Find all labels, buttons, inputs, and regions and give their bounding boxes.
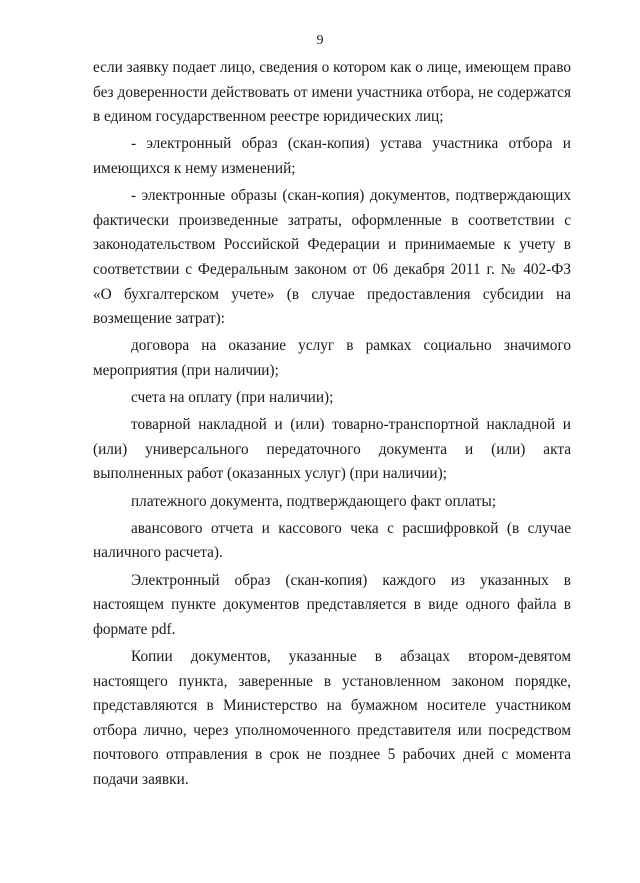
page-number: 9 <box>316 33 324 48</box>
paragraph-1: если заявку подает лицо, сведения о котором как о лице, имеющем право без доверенности действовать от имени участника отбора, не содержатся в едином государственном реестре юридических лиц; <box>93 59 571 126</box>
document-body <box>93 56 571 795</box>
paragraph-3: - электронные образы (скан-копия) документов, подтверждающих фактически произведенные затраты, оформленные в соответствии с законодательством Российской Федерации и принимаемые к учету в соответствии с Федеральным законом от 06 декабря 2011 г. № 402-ФЗ «О бухгалтерском учете» (в случае предоставления субсидии на возмещение затрат): <box>93 187 571 328</box>
paragraph-4: договора на оказание услуг в рамках социально значимого мероприятия (при наличии); <box>93 337 571 379</box>
paragraph-9: Электронный образ (скан-копия) каждого из указанных в настоящем пункте документов представляется в виде одного файла в формате pdf. <box>93 571 571 638</box>
paragraph-6: товарной накладной и (или) товарно-транспортной накладной и (или) универсального передаточного документа и (или) акта выполненных работ (оказанных услуг) (при наличии); <box>93 416 571 483</box>
paragraph-10: Копии документов, указанные в абзацах втором-девятом настоящего пункта, заверенные в установленном законом порядке, представляются в Министерство на бумажном носителе участником отбора лично, через уполномоченного представителя или посредством почтового отправления в срок не позднее 5 рабочих дней с момента подачи заявки. <box>93 648 571 788</box>
paragraph-5: счета на оплату (при наличии); <box>131 389 334 407</box>
paragraph-7: платежного документа, подтверждающего факт оплаты; <box>131 492 496 510</box>
paragraph-8: авансового отчета и кассового чека с расшифровкой (в случае наличного расчета). <box>93 519 571 562</box>
paragraph-2: - электронный образ (скан-копия) устава участника отбора и имеющихся к нему изменений; <box>93 135 571 177</box>
